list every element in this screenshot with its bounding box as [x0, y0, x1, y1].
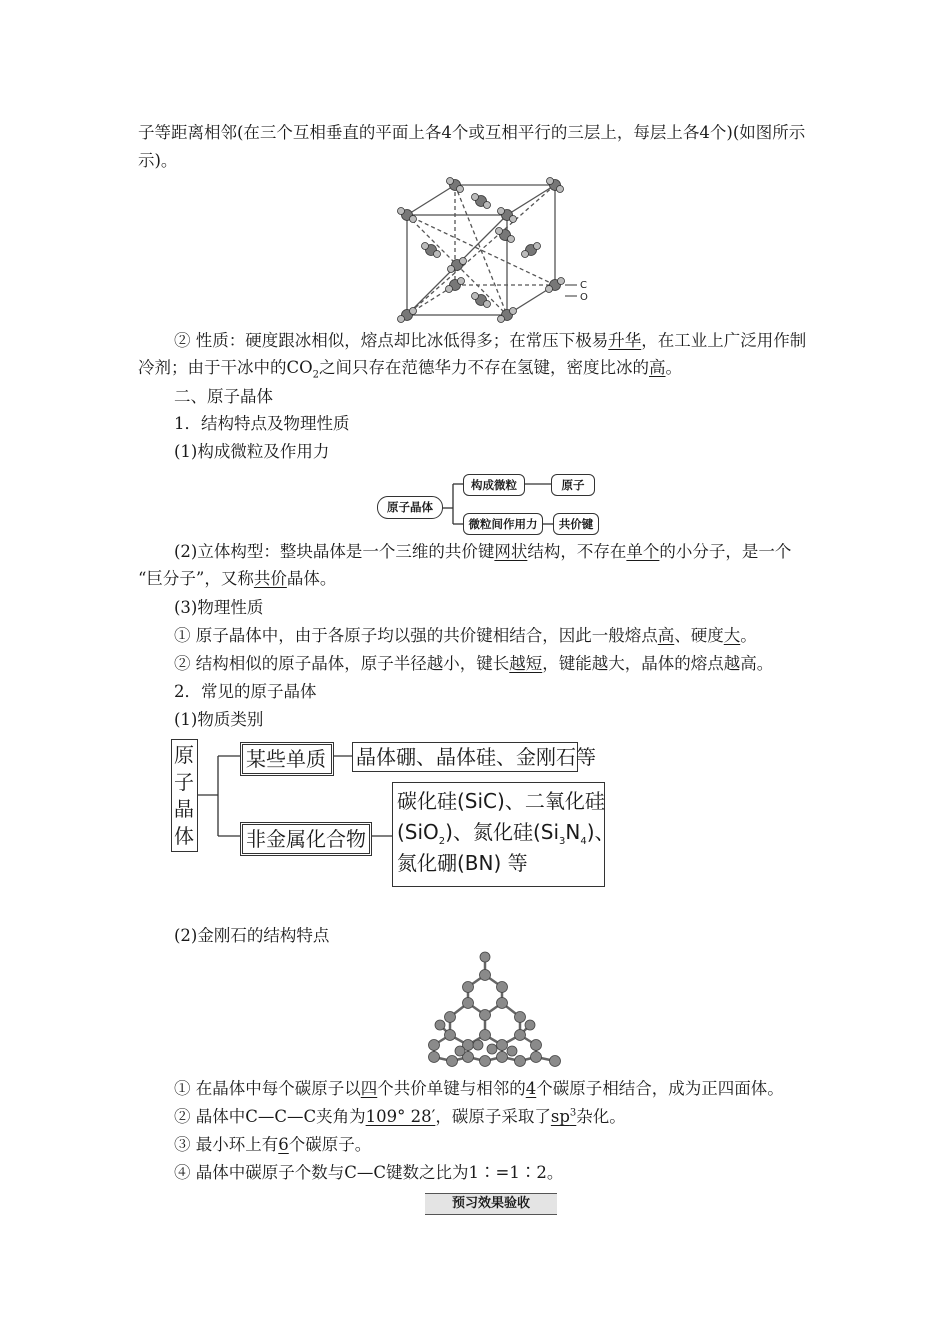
- diamond-f2-text-a: ② 晶体中C—C—C夹角为: [174, 1107, 366, 1126]
- diagram1-branch-particles: [463, 474, 525, 496]
- structure-text-a: (2)立体构型：整块晶体是一个三维的共价键: [174, 542, 495, 561]
- structure-text-e: 晶体。: [286, 569, 337, 588]
- diamond-fact-4: [174, 1162, 563, 1184]
- diamond-f3-text-b: 个碳原子。: [288, 1135, 372, 1154]
- property-answer-sublimation: 升华: [608, 331, 642, 350]
- diagram1-branch-force-text: 微粒间作用力: [468, 517, 538, 531]
- diamond-heading: [174, 925, 329, 947]
- structure-text-c: 的小分子，是一个: [659, 542, 792, 561]
- diamond-f1-text-c: 个碳原子相结合，成为正四面体。: [536, 1079, 784, 1098]
- preview-check-banner: [425, 1193, 557, 1215]
- diagram1-root: [377, 496, 443, 519]
- property-text-b: ，在工业上广泛用作制: [641, 331, 807, 350]
- diamond-answer-angle: 109° 28′: [365, 1107, 436, 1126]
- structure-text-b: 结构，不存在: [527, 542, 627, 561]
- category-compounds-line-3: 氮化硼(BN) 等: [397, 851, 528, 875]
- category-compounds-values-box: [392, 782, 615, 887]
- structure-line-1: [174, 541, 791, 563]
- diagram1-value-atom-text: 原子: [561, 478, 585, 492]
- diamond-f2-text-c: 杂化。: [576, 1107, 626, 1126]
- co2-label-o: O: [580, 292, 588, 303]
- section2-sub1-text: 1．结构特点及物理性质: [174, 414, 350, 433]
- structure-answer-network: 网状: [494, 542, 528, 561]
- category-root-char-3: 晶: [174, 797, 194, 821]
- co2-label-c: C: [580, 280, 587, 291]
- diamond-sp-sup: 3: [569, 1107, 577, 1119]
- diamond-fact-2: [174, 1106, 626, 1128]
- diamond-f1-text-a: ① 在晶体中每个碳原子以: [174, 1079, 361, 1098]
- structure-text-d: “巨分子”，又称: [138, 569, 254, 588]
- common-heading: [174, 681, 317, 703]
- category-elements-values: 晶体硼、晶体硅、金刚石等: [356, 745, 596, 769]
- compounds-l2-c: N: [565, 820, 581, 844]
- common-subheading: [174, 709, 263, 731]
- category-compounds-label: 非金属化合物: [246, 827, 366, 851]
- property-text-a: ② 性质：硬度跟冰相似，熔点却比冰低得多；在常压下极易: [174, 331, 609, 350]
- structure-answer-single: 单个: [626, 542, 660, 561]
- category-compounds-line-2: [397, 818, 615, 846]
- compounds-l2-sub3: 4: [580, 836, 587, 847]
- diamond-f4-text: ④ 晶体中碳原子个数与C—C键数之比为1∶=1∶2。: [174, 1163, 564, 1182]
- property-text-c: 冷剂；由于干冰中的CO: [138, 358, 313, 377]
- category-root-char-1: 原: [174, 743, 194, 767]
- property-line-1: [174, 330, 806, 352]
- diamond-fact-1: [174, 1078, 784, 1100]
- diagram1-branch-force: [463, 513, 543, 535]
- diagram1-value-covalent: [553, 513, 599, 535]
- property-text-d: 之间只存在范德华力不存在氢键，密度比冰的: [319, 358, 650, 377]
- section2-heading-text: 二、原子晶体: [174, 387, 273, 406]
- structure-answer-covalent: 共价: [253, 569, 287, 588]
- diamond-f3-text-a: ③ 最小环上有: [174, 1135, 279, 1154]
- property-line-2: [138, 357, 682, 379]
- category-compounds-line-1: 碳化硅(SiC)、二氧化硅: [397, 789, 605, 813]
- diamond-answer-six: 6: [278, 1135, 289, 1154]
- diagram1-root-text: 原子晶体: [387, 500, 433, 514]
- compounds-l2-a: (SiO: [397, 820, 439, 844]
- physical-p2-text-b: ，键能越大，晶体的熔点越高。: [542, 654, 774, 673]
- diagram1-value-atom: [551, 474, 595, 496]
- compounds-l2-sub2: 3: [559, 836, 566, 847]
- physical-answer-shorter: 越短: [509, 654, 543, 673]
- category-compounds-box: [240, 822, 372, 856]
- diamond-f1-text-b: 个共价单键与相邻的: [377, 1079, 526, 1098]
- co2-crystal-figure: [395, 175, 595, 325]
- diamond-sp-text: sp: [550, 1107, 570, 1126]
- preview-check-banner-text: 预习效果验收: [451, 1196, 530, 1211]
- physical-answer-high: 高: [657, 626, 675, 645]
- physical-p2-text-a: ② 结构相似的原子晶体，原子半径越小，键长: [174, 654, 510, 673]
- structure-line-2: [138, 568, 336, 590]
- physical-p1-text-a: ① 原子晶体中，由于各原子均以强的共价键相结合，因此一般熔点: [174, 626, 658, 645]
- physical-p1-text-c: 。: [740, 626, 757, 645]
- diamond-f2-text-b: ，碳原子采取了: [435, 1107, 551, 1126]
- category-elements-values-box: [352, 742, 596, 772]
- diagram1-value-covalent-text: 共价键: [558, 517, 594, 531]
- diamond-answer-sp3: [551, 1107, 576, 1126]
- category-elements-label: 某些单质: [246, 747, 326, 771]
- physical-point-2: [174, 653, 773, 675]
- compounds-l2-d: )、: [586, 820, 615, 844]
- common-subheading-text: (1)物质类别: [174, 710, 264, 729]
- diamond-answer-four: 四: [360, 1079, 378, 1098]
- diamond-fact-3: [174, 1134, 371, 1156]
- physical-heading-text: (3)物理性质: [174, 598, 264, 617]
- section2-sub1-1: [174, 441, 329, 463]
- compounds-l2-b: )、氮化硅(Si: [445, 820, 560, 844]
- category-elements-box: [240, 742, 334, 776]
- diamond-structure-figure: [420, 945, 570, 1070]
- category-root-box: [171, 739, 198, 852]
- property-answer-high: 高: [649, 358, 666, 377]
- diagram1-branch-particles-text: 构成微粒: [471, 478, 517, 492]
- intro-line-1-text: 子等距离相邻(在三个互相垂直的平面上各4个或互相平行的三层上，每层上各4个)(如图所示: [138, 123, 806, 142]
- property-subscript: 2: [312, 369, 320, 381]
- common-heading-text: 2．常见的原子晶体: [174, 682, 317, 701]
- section2-sub1: [174, 413, 350, 435]
- physical-point-1: [174, 625, 757, 647]
- intro-line-2-text: 示)。: [138, 151, 178, 170]
- property-text-e: 。: [665, 358, 683, 377]
- physical-answer-large: 大: [723, 626, 741, 645]
- compounds-l2-sub1: 2: [438, 836, 446, 847]
- physical-p1-text-b: 、硬度: [674, 626, 724, 645]
- intro-line-1: [138, 122, 805, 144]
- category-root-char-4: 体: [174, 824, 194, 848]
- section2-heading: [174, 386, 273, 408]
- intro-line-2: [138, 150, 177, 172]
- diamond-answer-4: 4: [525, 1079, 537, 1098]
- diamond-heading-text: (2)金刚石的结构特点: [174, 926, 330, 945]
- section2-sub1-1-text: (1)构成微粒及作用力: [174, 442, 330, 461]
- category-root-char-2: 子: [174, 770, 194, 794]
- physical-heading: [174, 597, 263, 619]
